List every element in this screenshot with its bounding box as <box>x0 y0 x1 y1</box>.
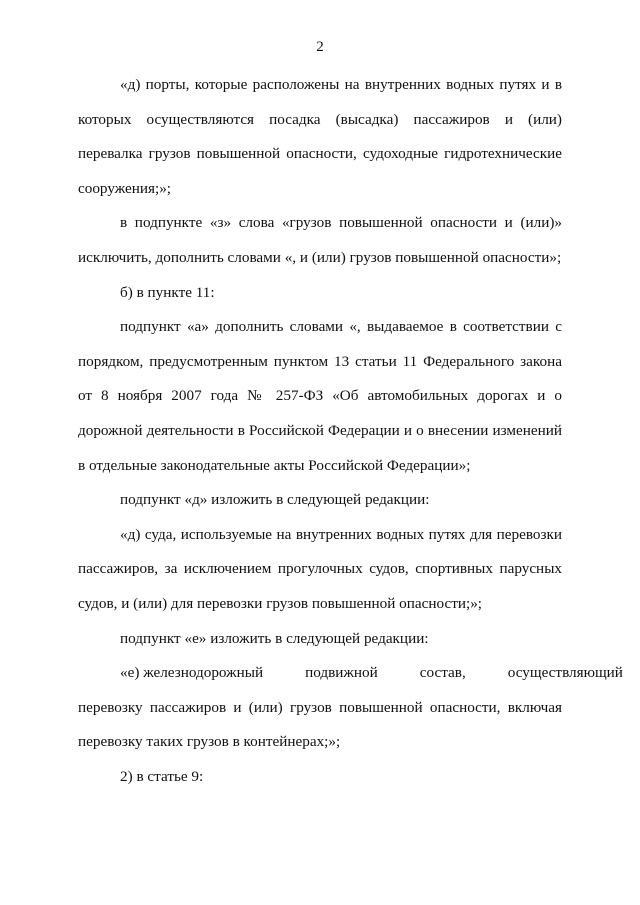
paragraph-subitem-e-text <box>78 656 623 760</box>
paragraph-subitem-d-text: «д) суда, используемые на внутренних водных путях для перевозки пассажиров, за исключением прогулочных судов, спортивных парусных судов, и (или) для перевозки грузов повышенной опасности;»; <box>78 525 562 612</box>
spread-word: состав, <box>419 664 466 682</box>
paragraph-article-9: 2) в статье 9: <box>120 767 204 785</box>
paragraph-subitem-e-continuation: перевозку пассажиров и (или) грузов повышенной опасности, включая перевозку таких грузов в контейнерах;»; <box>78 698 562 751</box>
spread-word: осуществляющий <box>507 664 623 682</box>
spread-word: подвижной <box>305 664 378 682</box>
spread-line <box>78 656 623 691</box>
paragraph-item-11: б) в пункте 11: <box>120 283 215 301</box>
paragraph-subitem-d-intro: подпункт «д» изложить в следующей редакции: <box>120 491 430 509</box>
spread-word: «е) железнодорожный <box>120 664 264 682</box>
document-body <box>78 68 623 794</box>
paragraph-subitem-z: в подпункте «з» слова «грузов повышенной опасности и (или)» исключить, дополнить словами «, и (или) грузов повышенной опасности»; <box>78 214 562 266</box>
page-number: 2 <box>316 39 324 55</box>
paragraph-subitem-e-intro: подпункт «е» изложить в следующей редакции: <box>120 629 429 647</box>
paragraph-ports: «д) порты, которые расположены на внутренних водных путях и в которых осуществляются посадка (высадка) пассажиров и (или) перевалка грузов повышенной опасности, судоходные гидротехнические сооружения;»; <box>78 76 562 197</box>
paragraph-subitem-a: подпункт «а» дополнить словами «, выдаваемое в соответствии с порядком, предусмотренным пунктом 13 статьи 11 Федерального закона от 8 ноября 2007 года № 257-ФЗ «Об автомобильных дорогах и о дорожной деятельности в Российской Федерации и о внесении изменений в отдельные законодательные акты Российской Федерации»; <box>78 318 562 474</box>
